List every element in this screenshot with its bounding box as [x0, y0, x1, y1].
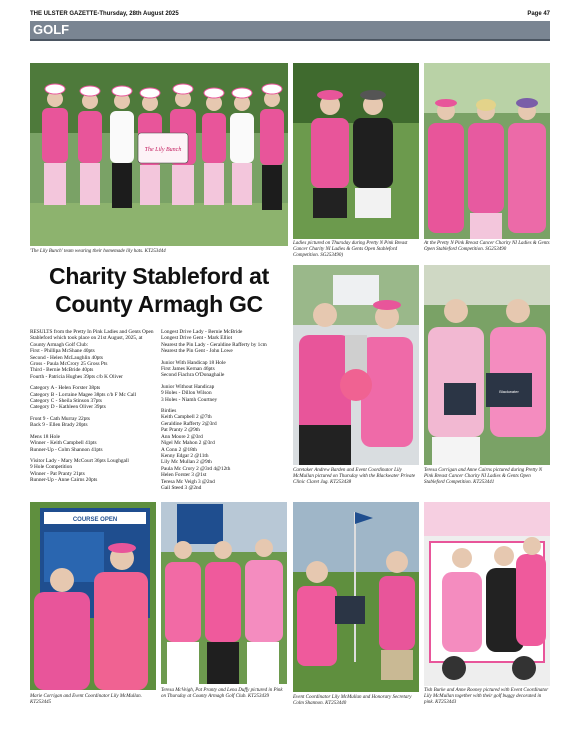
- caption-lily-bunch: 'The Lily Bunch' team wearing their homemade lily hats. KT253444: [30, 249, 166, 254]
- result-line: Winner - Pat Pranty 21pts: [30, 470, 85, 477]
- photo-golf-buggy: [424, 502, 550, 686]
- result-line: Gross - Paula McCrory 25 Gross Pts: [30, 361, 108, 368]
- photo-lily-bunch: [30, 63, 288, 246]
- result-line: Longest Drive Gent - Mark Elliot: [161, 335, 233, 342]
- result-line: Front 9 - Cath Murray 22pts: [30, 415, 90, 422]
- result-line: Nigel Mc Mahon 2 @3rd: [161, 440, 215, 447]
- result-line: Category B - Lorraine Magee 38pts c/b F Mc Call: [30, 391, 137, 398]
- result-line: Category D - Kathleen Oliver 39pts: [30, 404, 106, 411]
- result-line: Junior Without Handicap: [161, 383, 215, 390]
- headline-line-2: County Armagh GC: [55, 291, 263, 317]
- result-line: 3 Holes - Niamh Courtney: [161, 396, 218, 403]
- result-line: Teresa Mc Veigh 3 @2nd: [161, 478, 215, 485]
- masthead-date: THE ULSTER GAZETTE-Thursday, 28th August 2025: [30, 11, 179, 17]
- results-column-right: [161, 329, 288, 491]
- result-line: First - Phillipa McShane 40pts: [30, 348, 95, 355]
- result-line: Runner-Up - Colm Shannon 41pts: [30, 446, 103, 453]
- result-line: Helen Forster 3 @1st: [161, 472, 207, 479]
- result-line: Nearest the Pin Lady - Geraldine Rafferty by 1cm: [161, 341, 267, 348]
- caption-lily-colm: Event Coordinator Lily McMullan and Honorary Secretary Colm Shannon. KT253440: [293, 695, 412, 706]
- result-line: A Conn 2 @18th: [161, 446, 197, 453]
- course-open-sign: COURSE OPEN: [72, 517, 118, 523]
- photo-three-in-pink: [161, 502, 287, 684]
- result-line: Second - Helen McLaughlin 40pts: [30, 354, 103, 361]
- result-line: Category A - Helen Forster 38pts: [30, 385, 101, 392]
- caption-three-in-pink: Teresa McVeigh, Pat Pranty and Lena Duffy pictured in Pink on Thursday at County Armagh Golf Club. KT253439: [161, 688, 283, 699]
- masthead: [30, 8, 550, 20]
- bag-label: Blackwater: [499, 389, 519, 394]
- caption-three-ladies: At the Pretty N Pink Breast Cancer Charity NI Ladies & Gents Open Stableford Competition. SG253490: [424, 241, 550, 252]
- caption-teresa-anne: Teresa Corrigan and Anne Cairns pictured during Pretty N Pink Breast Cancer Charity NI Ladies & Gents Open Stableford Competition. KT253441: [424, 468, 543, 485]
- result-line: Paula Mc Crory 2 @3rd 4@12th: [161, 465, 231, 472]
- photo-three-ladies: [424, 63, 550, 239]
- result-line: Gail Steed 3 @2nd: [161, 484, 202, 491]
- result-line: 9 Hole Competition: [30, 464, 73, 471]
- photo-lily-colm: [293, 502, 419, 692]
- result-line: Nearest the Pin Gent - John Lowe: [161, 348, 233, 355]
- caption-claret-jug: Caretaker Andrew Barden and Event Coordinator Lily McMullan pictured on Thursday with the Blackwater Private Clinic Claret Jug. KT253438: [293, 468, 416, 485]
- result-line: Visitor Lady - Mary McCourt 36pts Loughgall: [30, 457, 129, 464]
- result-line: Ann Moore 2 @3rd: [161, 433, 203, 440]
- result-line: 9 Holes - Dillon Wilson: [161, 390, 212, 397]
- result-line: Keith Campbell 2 @7th: [161, 414, 212, 421]
- result-line: Third - Bernie McBride 40pts: [30, 367, 94, 374]
- result-line: Pat Pranty 2 @9th: [161, 427, 200, 434]
- caption-two-ladies: Ladies pictured on Thursday during Pretty N Pink Breast Cancer Charity NI Ladies & Gents Open Stableford Competition. SG253490): [293, 241, 408, 258]
- result-line: Category C - Sheila Stinson 37pts: [30, 398, 102, 405]
- result-line: First James Kernan 46pts: [161, 366, 215, 373]
- result-line: Fourth - Patricia Hughes 39pts c/b K Oliver: [30, 373, 123, 380]
- result-line: Lily Mc Mullan 2 @9th: [161, 459, 212, 466]
- photo-two-ladies: [293, 63, 419, 239]
- result-line: Longest Drive Lady - Bernie McBride: [161, 329, 243, 335]
- result-line: Birdies: [161, 408, 177, 415]
- caption-golf-buggy: Tish Burke and Anne Rooney pictured with Event Coordinator Lily McMullan together with their golf buggy decorated in pink. KT253443: [424, 688, 549, 705]
- result-line: Mens 18 Hole: [30, 433, 61, 440]
- caption-marie-lily: Marie Corrigan and Event Coordinator Lily McMullan. KT253445: [30, 694, 142, 705]
- result-line: Runner-Up - Anne Cairns 20pts: [30, 477, 98, 484]
- headline: [30, 262, 288, 318]
- photo-claret-jug: [293, 265, 419, 465]
- photo-teresa-anne: [424, 265, 550, 465]
- page-number: Page 47: [527, 11, 550, 17]
- photo-marie-lily: [30, 502, 156, 690]
- result-line: Geraldine Rafferty 2@3rd: [161, 420, 217, 427]
- lily-bunch-sign: The Lily Bunch: [144, 147, 182, 153]
- result-line: RESULTS from the Pretty In Pink Ladies and Gents Open Stableford which took place on 21st August, 2025, at County Armagh Golf Club:: [30, 329, 155, 348]
- result-line: Kenny Edgar 2 @11th: [161, 452, 209, 459]
- result-line: Second Fiachra O'Donaghaile: [161, 372, 225, 379]
- section-rule: [30, 39, 550, 41]
- result-line: Back 9 - Ellen Brady 20pts: [30, 422, 88, 429]
- section-header: GOLF: [30, 21, 550, 39]
- results-column-left: [30, 329, 157, 484]
- result-line: Junior With Handicap 18 Hole: [161, 359, 226, 366]
- result-line: Winner - Keith Campbell 41pts: [30, 440, 97, 447]
- headline-line-1: Charity Stableford at: [49, 263, 269, 289]
